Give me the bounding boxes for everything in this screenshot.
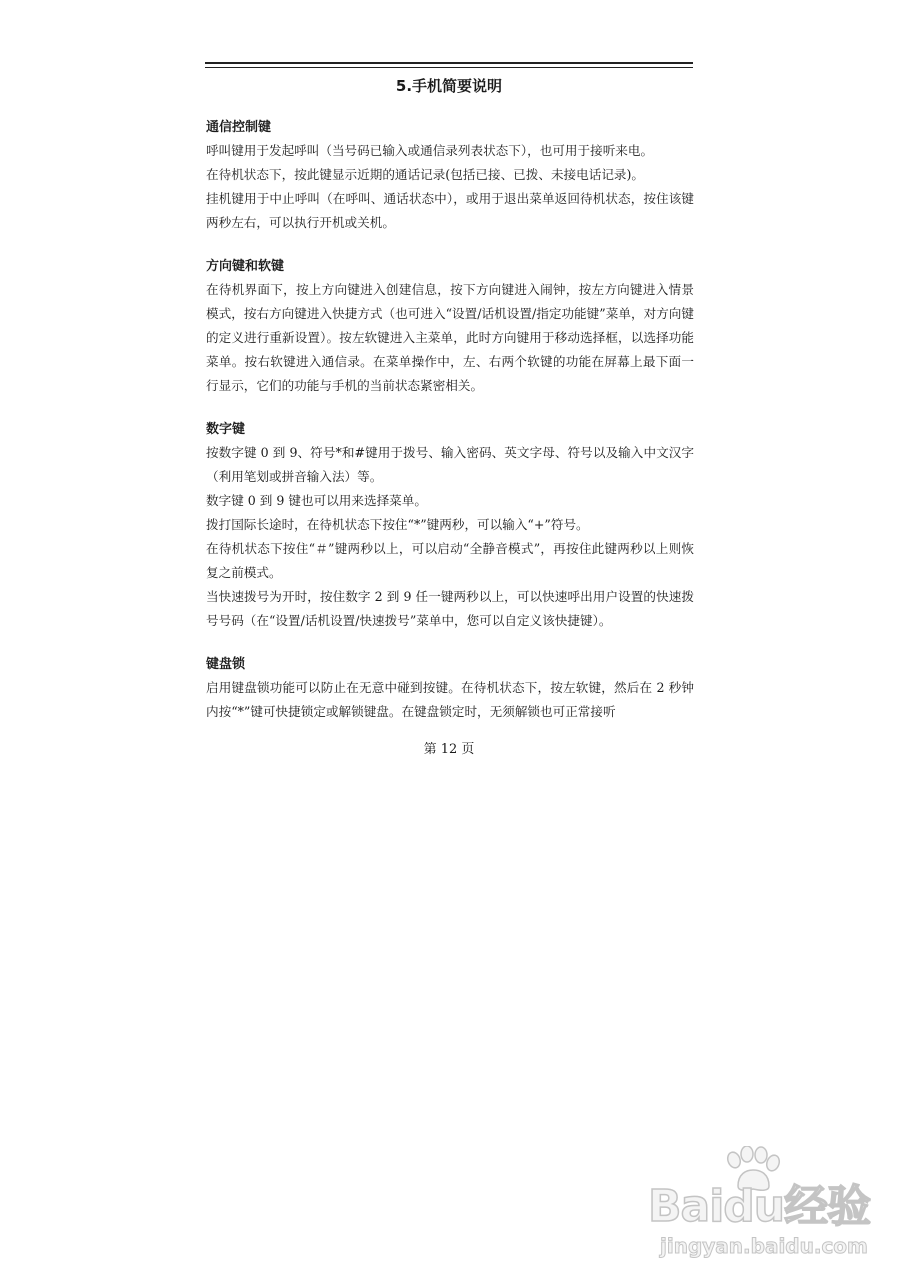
section-heading: 通信控制键 (206, 120, 272, 135)
section-number-keys (206, 419, 694, 633)
paragraph: 启用键盘锁功能可以防止在无意中碰到按键。在待机状态下，按左软键，然后在 2 秒钟内按“*”键可快捷锁定或解锁键盘。在键盘锁定时，无须解锁也可正常接听 (206, 680, 694, 719)
paragraph: 拨打国际长途时，在待机状态下按住“*”键两秒，可以输入“+”符号。 (206, 517, 589, 532)
paragraph: 呼叫键用于发起呼叫（当号码已输入或通信录列表状态下），也可用于接听来电。 (206, 143, 654, 158)
paragraph: 在待机界面下，按上方向键进入创建信息，按下方向键进入闹钟，按左方向键进入情景模式，按右方向键进入快捷方式（也可进入“设置/话机设置/指定功能键”菜单，对方向键的定义进行重新设置）。按左软键进入主菜单，此时方向键用于移动选择框，以选择功能菜单。按右软键进入通信录。在菜单操作中，左、右两个软键的功能在屏幕上最下面一行显示，它们的功能与手机的当前状态紧密相关。 (206, 282, 694, 393)
section-heading: 数字键 (206, 422, 246, 437)
watermark-url: jingyan.baidu.com (660, 1234, 868, 1258)
page-number: 第 12 页 (423, 742, 475, 757)
header-rule-thick (205, 62, 693, 64)
watermark-logo-text: Baidu经验 (648, 1181, 871, 1232)
section-heading: 键盘锁 (206, 657, 246, 672)
section-keypad-lock (206, 654, 694, 724)
paragraph: 挂机键用于中止呼叫（在呼叫、通话状态中），或用于退出菜单返回待机状态，按住该键两秒左右，可以执行开机或关机。 (206, 191, 694, 230)
baidu-jingyan-watermark (648, 1130, 893, 1270)
header-rule-thin (205, 67, 693, 68)
paragraph: 按数字键 0 到 9、符号*和#键用于拨号、输入密码、英文字母、符号以及输入中文汉字（利用笔划或拼音输入法）等。 (206, 445, 694, 484)
paragraph: 数字键 0 到 9 键也可以用来选择菜单。 (206, 493, 427, 508)
section-call-keys (206, 117, 694, 235)
paragraph: 当快速拨号为开时，按住数字 2 到 9 任一键两秒以上，可以快速呼出用户设置的快速拨号号码（在“设置/话机设置/快速拨号”菜单中，您可以自定义该快捷键）。 (206, 589, 694, 628)
section-heading: 方向键和软键 (206, 259, 285, 274)
paragraph: 在待机状态下，按此键显示近期的通话记录(包括已接、已拨、未接电话记录)。 (206, 167, 645, 182)
document-body (206, 117, 694, 745)
paragraph: 在待机状态下按住“＃”键两秒以上，可以启动“全静音模式”，再按住此键两秒以上则恢复之前模式。 (206, 541, 694, 580)
page-title: 5.手机简要说明 (395, 77, 503, 95)
section-direction-soft-keys (206, 256, 694, 398)
